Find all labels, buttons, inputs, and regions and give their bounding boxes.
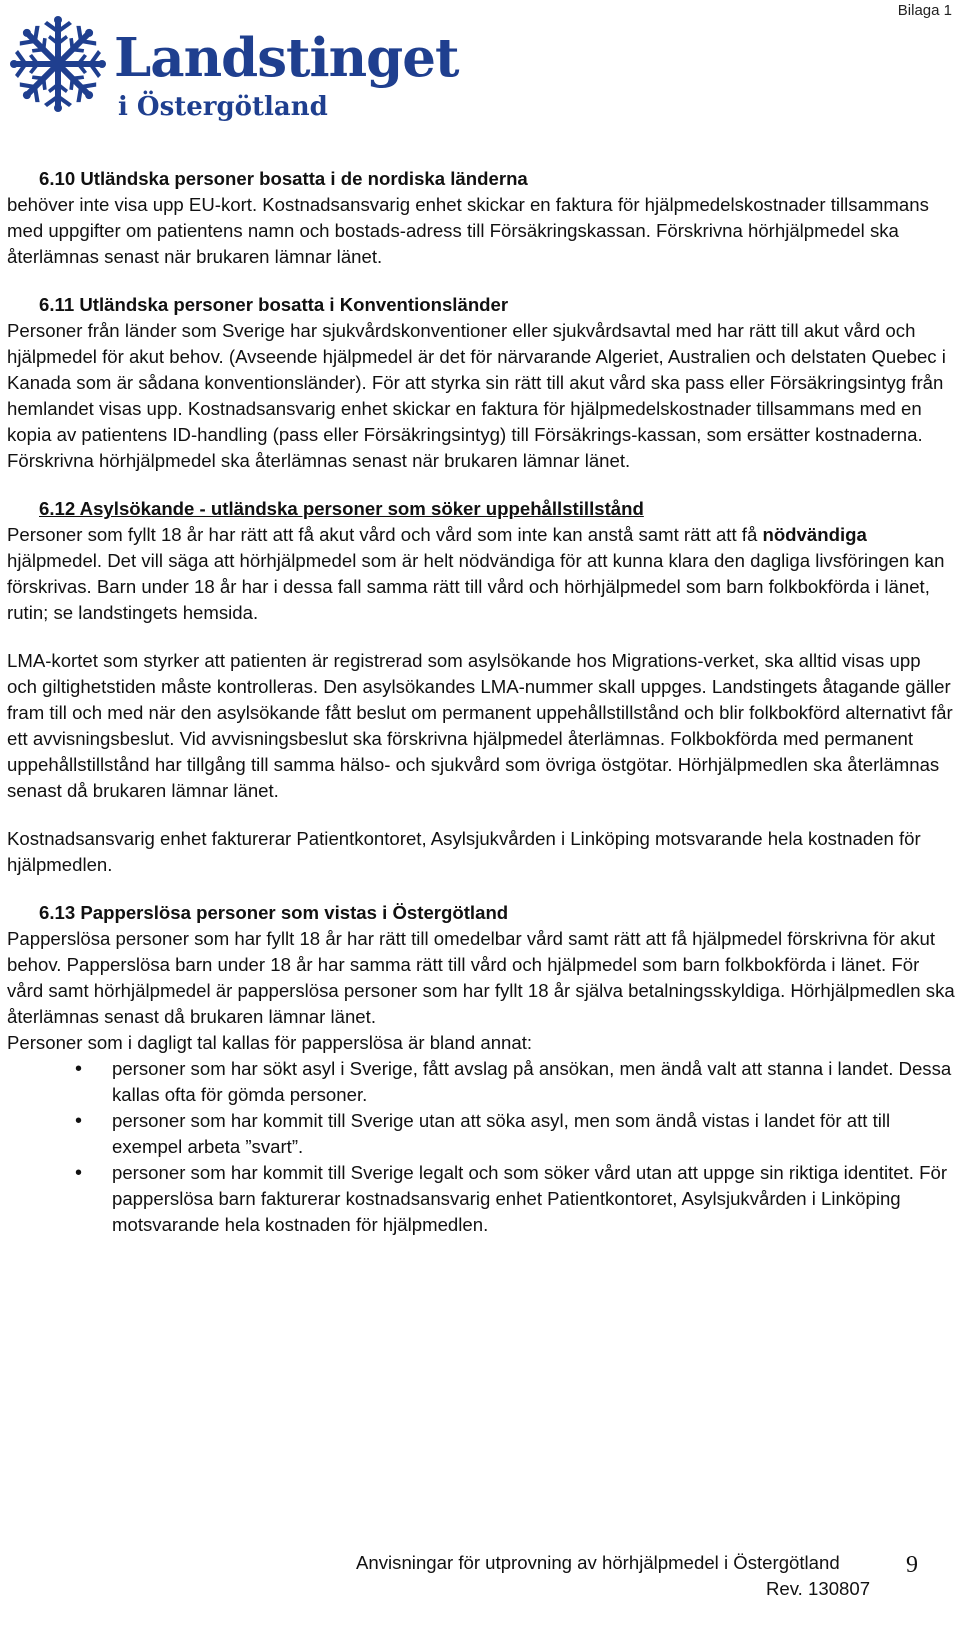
document-body xyxy=(7,166,955,1260)
footer-title: Anvisningar för utprovning av hörhjälpmedel i Östergötland xyxy=(356,1552,840,1573)
section-paragraph: LMA-kortet som styrker att patienten är registrerad som asylsökande hos Migrations-verket, ska alltid visas upp och giltighetstiden måste kontrolleras. Den asylsökandes LMA-nummer skall uppges. Landstingets åtagande gäller fram till och med när den asylsökande fått beslut om permanent uppehållstillstånd och blir folkbokförd alternativt får ett avvisningsbeslut. Vid avvisningsbeslut ska förskrivna hjälpmedel återlämnas. Folkbokförda med permanent uppehållstillstånd har tillgång till samma hälso- och sjukvård som övriga östgötar. Hörhjälpmedlen ska återlämnas senast då brukaren lämnar länet. xyxy=(7,650,953,801)
landstinget-logo xyxy=(8,14,459,124)
section-paragraph: Kostnadsansvarig enhet fakturerar Patientkontoret, Asylsjukvården i Linköping motsvarande hela kostnaden för hjälpmedlen. xyxy=(7,828,921,875)
section-title: 6.12 Asylsökande - utländska personer som söker uppehållstillstånd xyxy=(39,498,644,519)
section-title: 6.10 Utländska personer bosatta i de nordiska länderna xyxy=(39,168,528,189)
page-footer xyxy=(356,1550,956,1602)
section-title: 6.11 Utländska personer bosatta i Konventionsländer xyxy=(39,294,509,315)
snowflake-emblem-icon xyxy=(8,14,108,114)
paragraph-text: Personer som fyllt 18 år har rätt att få akut vård och vård som inte kan anstå samt rätt att få xyxy=(7,524,758,545)
list-item: • personer som har kommit till Sverige utan att söka asyl, men som ändå vistas i landet för att till exempel arbeta ”svart”. xyxy=(7,1108,955,1160)
footer-revision: Rev. 130807 xyxy=(766,1578,871,1599)
section-6-10 xyxy=(7,166,955,270)
section-paragraph: Personer från länder som Sverige har sjukvårdskonventioner eller sjukvårdsavtal med har rätt till akut vård och hjälpmedel för akut behov. (Avseende hjälpmedel är det för närvarande Algeriet, Australien och delstaten Quebec i Kanada som är sådana konventionsländer). För att styrka sin rätt till akut vård ska pass eller Försäkringsintyg från hemlandet visas upp. Kostnadsansvarig enhet skickar en faktura för hjälpmedelskostnader tillsammans med en kopia av patientens ID-handling (pass eller Försäkringsintyg) till Försäkrings-kassan, som ersätter kostnaderna. xyxy=(7,320,946,445)
section-6-11 xyxy=(7,292,955,474)
paragraph-text: hjälpmedel. Det vill säga att hörhjälpmedel som är helt nödvändiga för att kunna klara den dagliga livsföringen kan förskrivas. Barn under 18 år har i dessa fall samma rätt till vård och hörhjälpmedel som barn folkbokförda i länet, rutin; se landstingets hemsida. xyxy=(7,550,945,623)
section-paragraph xyxy=(7,522,955,626)
logo-wordmark: Landstinget xyxy=(114,27,459,89)
bullet-list xyxy=(7,1056,955,1238)
attachment-label: Bilaga 1 xyxy=(897,2,952,19)
section-6-13 xyxy=(7,900,955,1238)
logo-subtitle: i Östergötland xyxy=(118,92,328,122)
section-6-12 xyxy=(7,496,955,878)
page-number: 9 xyxy=(906,1552,918,1578)
list-item: • personer som har kommit till Sverige legalt och som söker vård utan att uppge sin riktiga identitet. För papperslösa barn fakturerar kostnadsansvarig enhet Patientkontoret, Asylsjukvården i Linköping motsvarande hela kostnaden för hjälpmedlen. xyxy=(7,1160,955,1238)
list-item: • personer som har sökt asyl i Sverige, fått avslag på ansökan, men ändå valt att stanna i landet. Dessa kallas ofta för gömda personer. xyxy=(7,1056,955,1108)
emphasis-text: nödvändiga xyxy=(762,524,867,545)
section-title: 6.13 Papperslösa personer som vistas i Östergötland xyxy=(39,902,509,923)
section-paragraph: Förskrivna hörhjälpmedel ska återlämnas senast när brukaren lämnar länet. xyxy=(7,450,631,471)
section-paragraph: behöver inte visa upp EU-kort. Kostnadsansvarig enhet skickar en faktura för hjälpmedelskostnader tillsammans med uppgifter om patientens namn och bostads-adress till Försäkringskassan. Förskrivna hörhjälpmedel ska återlämnas senast när brukaren lämnar länet. xyxy=(7,194,929,267)
section-paragraph: Personer som i dagligt tal kallas för papperslösa är bland annat: xyxy=(7,1032,533,1053)
section-paragraph: Papperslösa personer som har fyllt 18 år har rätt till omedelbar vård samt rätt att få hjälpmedel förskrivna för akut behov. Papperslösa barn under 18 år har samma rätt till vård och hjälpmedel som barn folkbokförda i länet. För vård samt hörhjälpmedel är papperslösa personer som har fyllt 18 år själva betalningsskyldiga. Hörhjälpmedlen ska återlämnas senast då brukaren lämnar länet. xyxy=(7,928,955,1027)
